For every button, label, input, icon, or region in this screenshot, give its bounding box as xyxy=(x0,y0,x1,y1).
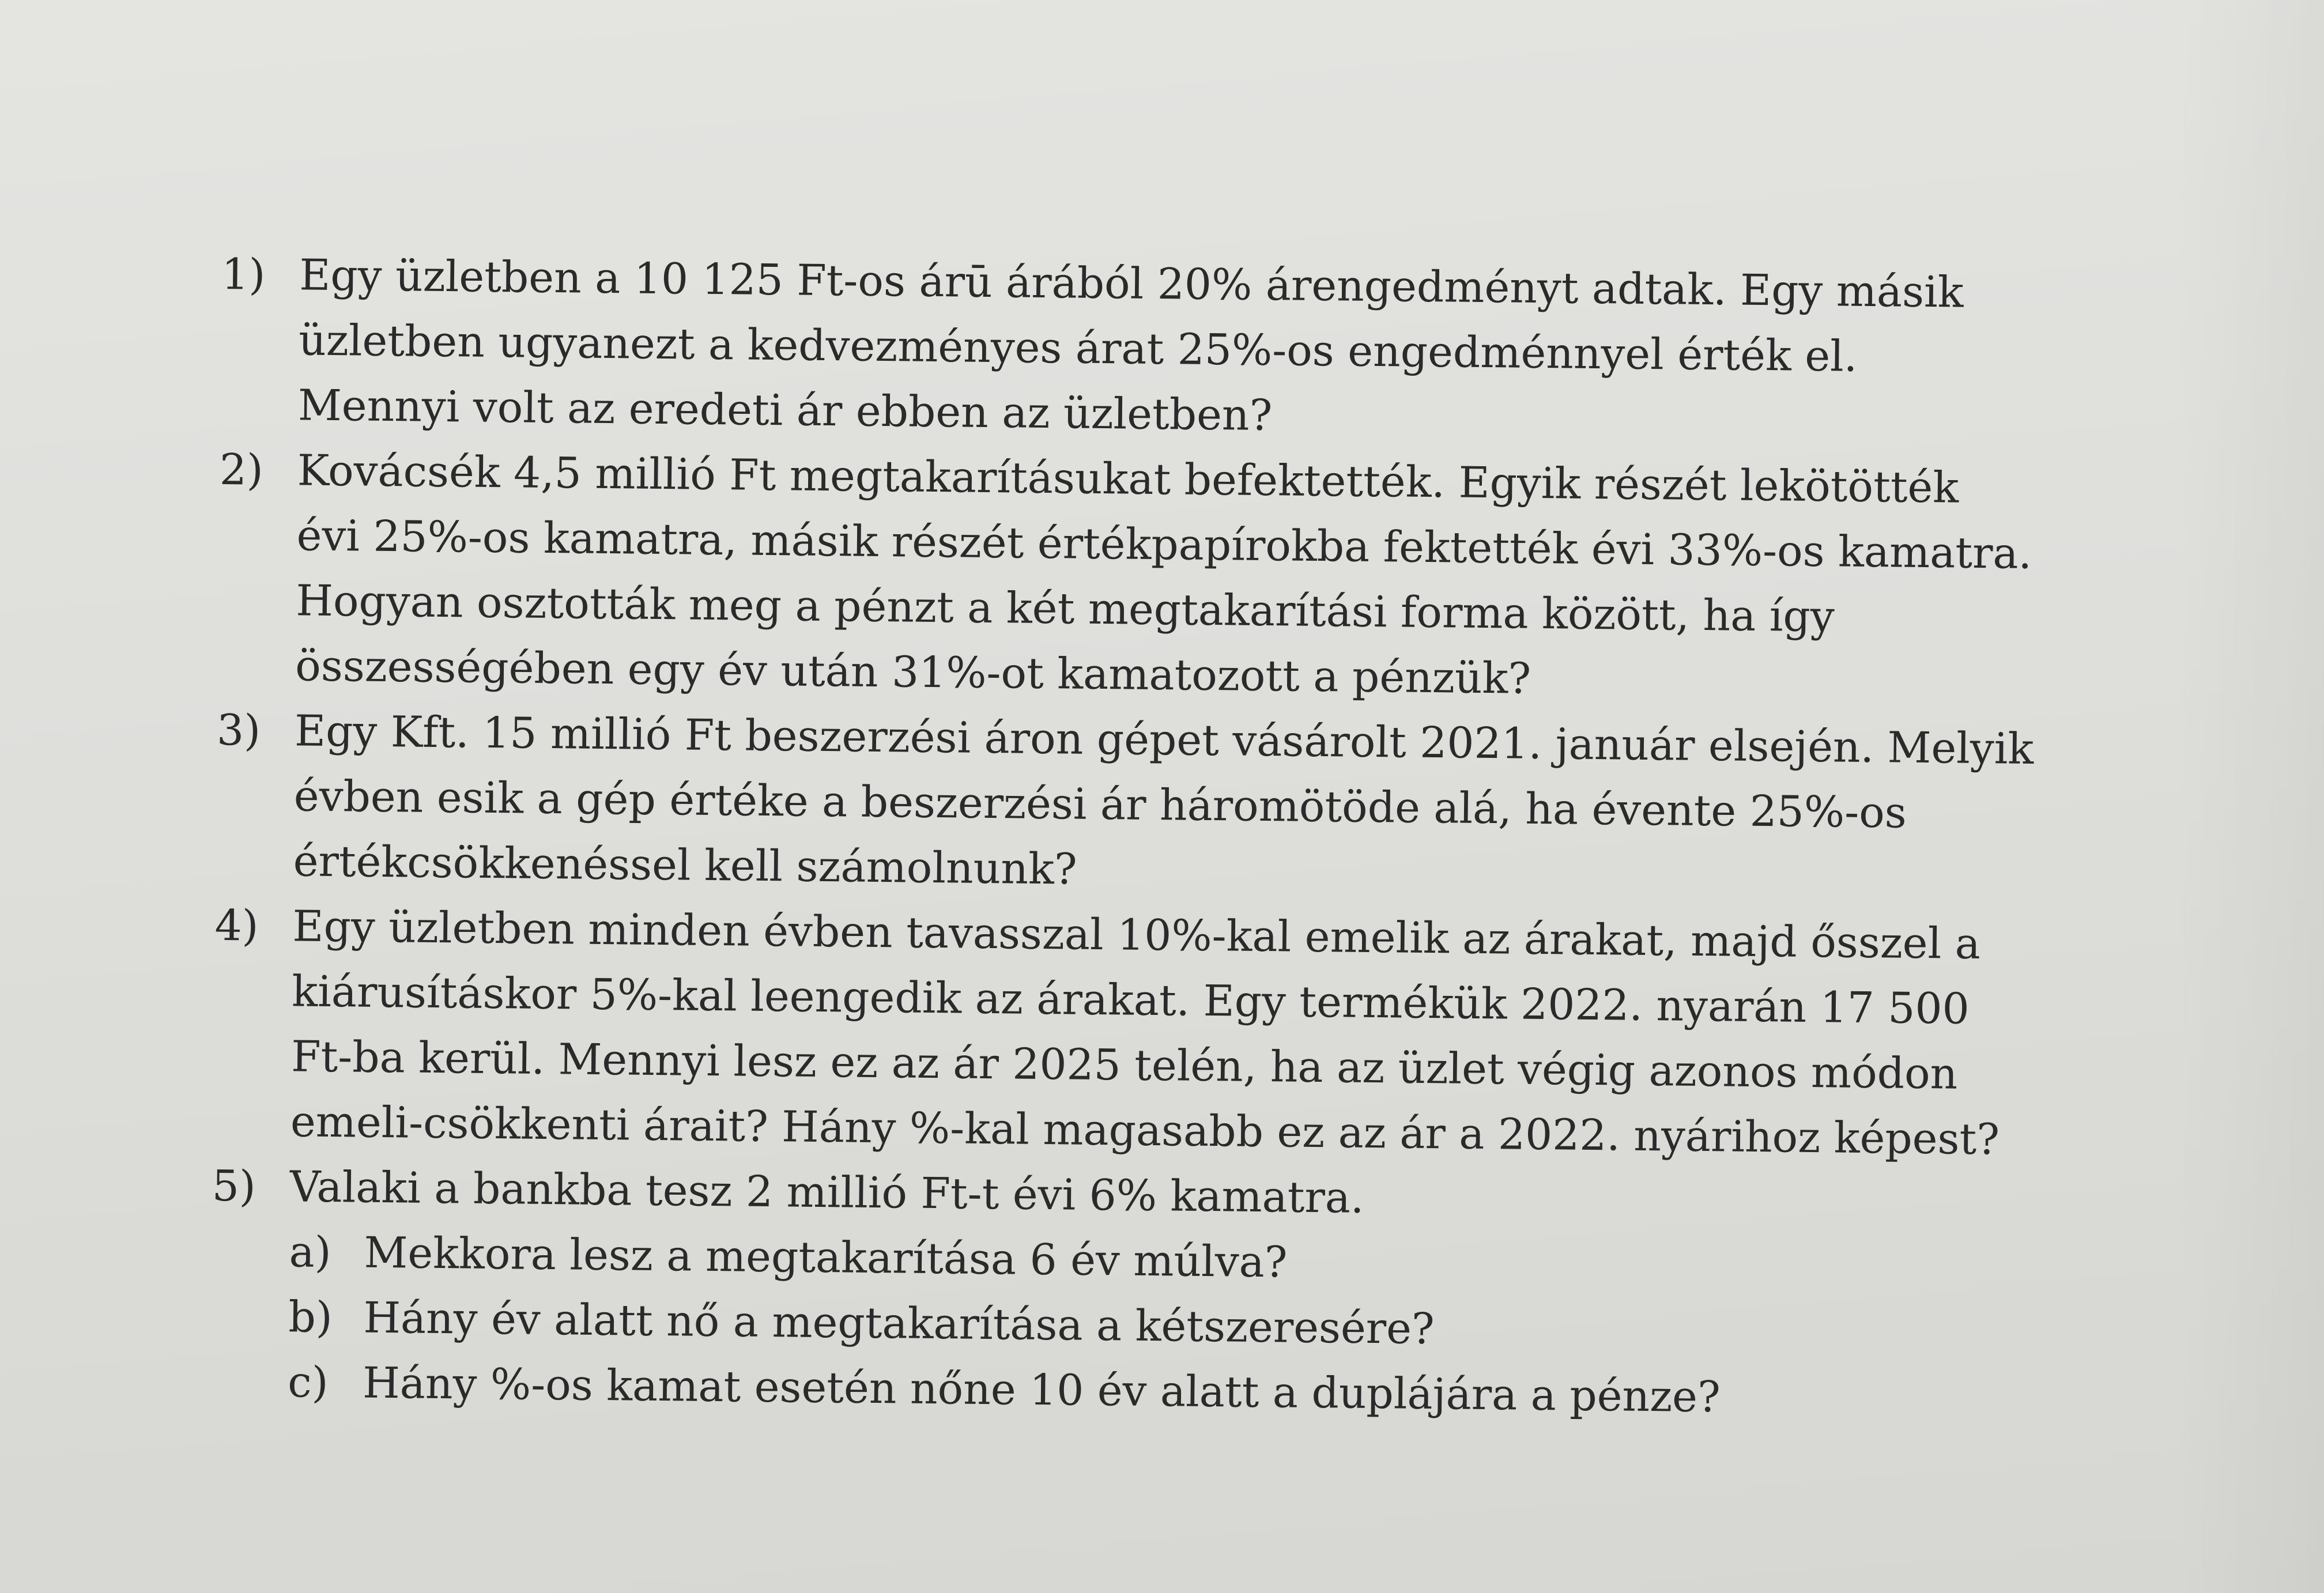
subitem-text: Hány év alatt nő a megtakarítása a kétszeresére? xyxy=(363,1293,1435,1354)
text-line: Egy üzletben a 10 125 Ft-os árū árából 20% árengedményt adtak. Egy másik xyxy=(299,250,1964,318)
subitem-label: b) xyxy=(288,1292,333,1343)
text-line: Hogyan osztották meg a pénzt a két megtakarítási forma között, ha így xyxy=(296,576,1835,642)
text-line: Mennyi volt az eredeti ár ebben az üzletben? xyxy=(297,380,1273,441)
problem-3 xyxy=(215,698,2176,914)
text-line: Ft-ba kerül. Mennyi lesz ez az ár 2025 telén, ha az üzlet végig azonos módon xyxy=(290,1032,1958,1099)
paper-shadow xyxy=(2174,0,2324,1593)
subitem-label: c) xyxy=(287,1357,329,1408)
subitem-text: Mekkora lesz a megtakarítása 6 év múlva? xyxy=(364,1228,1288,1288)
problem-text xyxy=(293,699,2176,913)
text-line: emeli-csökkenti árait? Hány %-kal magasabb ez az ár a 2022. nyárihoz képest? xyxy=(290,1097,2000,1165)
problem-number: 3) xyxy=(216,705,261,756)
problem-2 xyxy=(217,437,2180,719)
problem-number: 2) xyxy=(219,444,264,495)
problem-text xyxy=(297,243,2181,458)
text-line: Egy Kft. 15 millió Ft beszerzési áron gépet vásárolt 2021. január elsején. Melyik xyxy=(294,706,2034,774)
text-line: Kovácsék 4,5 millió Ft megtakarításukat befektették. Egyik részét lekötötték xyxy=(297,446,1959,513)
text-line: összességében egy év után 31%-ot kamatozott a pénzük? xyxy=(295,641,1531,704)
text-line: kiárusításkor 5%-kal leengedik az árakat. Egy termékük 2022. nyarán 17 500 xyxy=(291,967,1970,1034)
text-line: évi 25%-os kamatra, másik részét értékpapírokba fektették évi 33%-os kamatra. xyxy=(296,511,2032,579)
problem-number: 4) xyxy=(214,900,259,951)
text-line: évben esik a gép értéke a beszerzési ár háromötöde alá, ha évente 25%-os xyxy=(293,771,1907,838)
subitem-text: Hány %-os kamat esetén nőne 10 év alatt a duplájára a pénze? xyxy=(362,1358,1721,1422)
problem-number: 5) xyxy=(212,1161,256,1211)
problem-1 xyxy=(220,242,2181,458)
problem-list xyxy=(210,242,2182,1435)
text-line: értékcsökkenéssel kell számolnunk? xyxy=(293,836,1077,894)
problem-text xyxy=(290,894,2175,1174)
text-line: Egy üzletben minden évben tavasszal 10%-kal emelik az árakat, majd ősszel a xyxy=(292,901,1981,969)
text-line: üzletben ugyanezt a kedvezményes árat 25%-os engedménnyel érték el. xyxy=(298,315,1858,382)
text-line: Valaki a bankba tesz 2 millió Ft-t évi 6% kamatra. xyxy=(289,1162,1365,1223)
subitem-label: a) xyxy=(289,1227,332,1278)
problem-4 xyxy=(212,893,2175,1175)
problem-number: 1) xyxy=(221,249,266,300)
problem-text xyxy=(295,438,2180,718)
